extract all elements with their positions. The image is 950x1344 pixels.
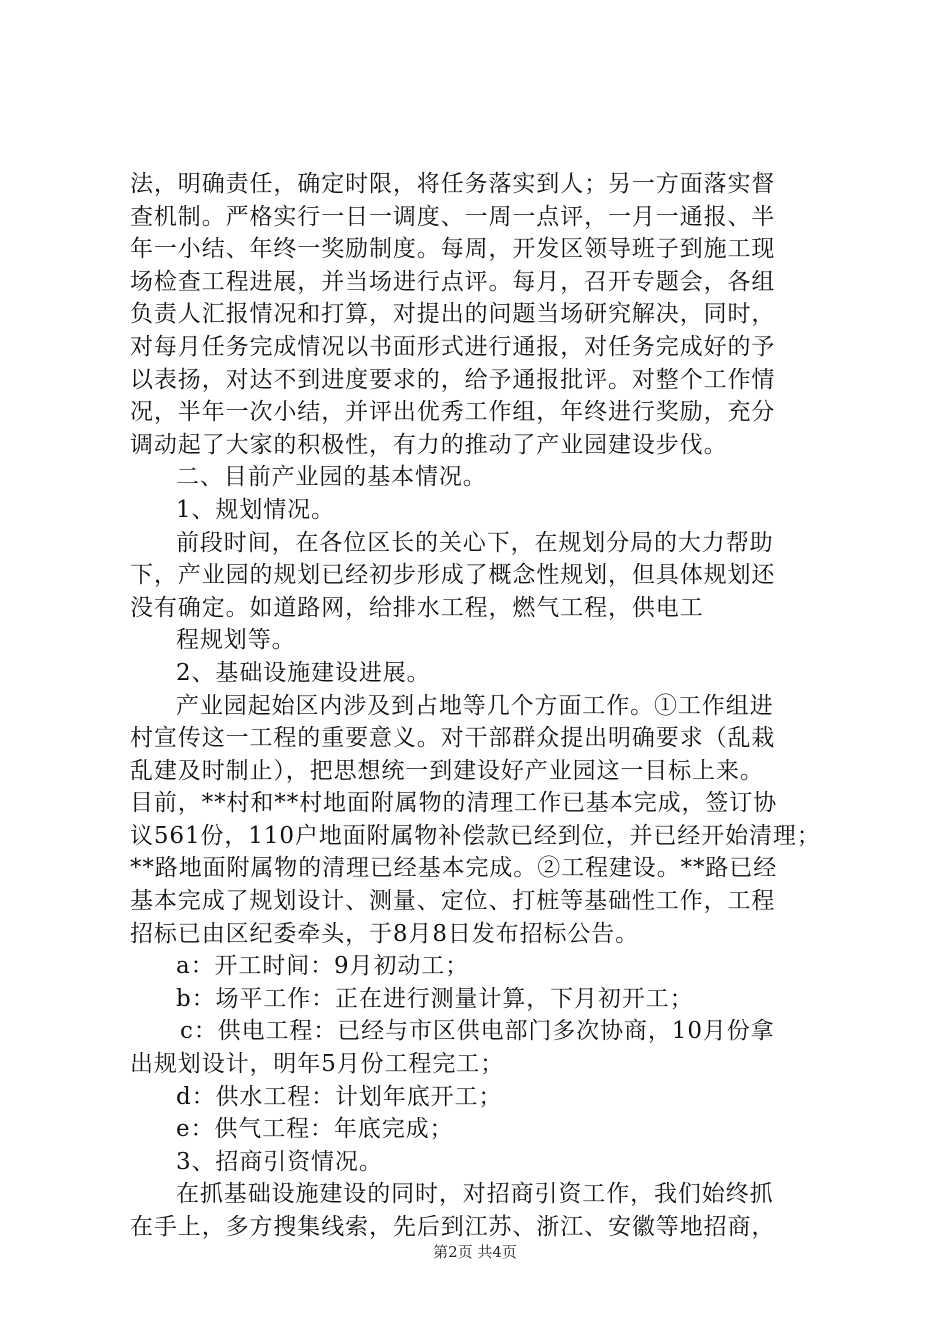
subsection-heading: 2、基础设施建设进展。 [176, 659, 431, 686]
subsection-heading: 1、规划情况。 [176, 496, 335, 523]
text-line: 对每月任务完成情况以书面形式进行通报，对任务完成好的予 [130, 333, 776, 360]
text-line: 议561份，110户地面附属物补偿款已经到位，并已经开始清理； [130, 822, 821, 849]
text-line: 下，产业园的规划已经初步形成了概念性规划，但具体规划还 [130, 562, 776, 589]
text-line: 以表扬，对达不到进度要求的，给予通报批评。对整个工作情 [130, 366, 776, 393]
text-line: 在手上，多方搜集线索，先后到江苏、浙江、安徽等地招商， [130, 1214, 776, 1240]
text-line: 招标已由区纪委牵头，于8月8日发布招标公告。 [130, 920, 640, 947]
text-line: 程规划等。 [176, 627, 296, 654]
text-line: 况，半年一次小结，并评出优秀工作组，年终进行奖励，充分 [130, 399, 776, 426]
list-item: d：供水工程：计划年底开工； [176, 1083, 503, 1110]
text-line: 产业园起始区内涉及到占地等几个方面工作。①工作组进 [176, 692, 774, 719]
text-line: 年一小结、年终一奖励制度。每周，开发区领导班子到施工现 [130, 236, 776, 263]
page-number: 第2页 共4页 [433, 1243, 517, 1261]
text-line: 村宣传这一工程的重要意义。对干部群众提出明确要求（乱栽 [130, 725, 776, 752]
section-heading: 二、目前产业园的基本情况。 [176, 464, 487, 491]
text-line: 场检查工程进展，并当场进行点评。每月，召开专题会，各组 [130, 268, 776, 295]
text-line: 法，明确责任，确定时限，将任务落实到人；另一方面落实督 [130, 171, 776, 197]
text-line: 目前，**村和**村地面附属物的清理工作已基本完成，签订协 [130, 790, 778, 817]
list-item: b：场平工作：正在进行测量计算，下月初开工； [176, 985, 694, 1012]
subsection-heading: 3、招商引资情况。 [176, 1148, 383, 1175]
text-line: 基本完成了规划设计、测量、定位、打桩等基础性工作，工程 [130, 888, 776, 915]
text-line: 查机制。严格实行一日一调度、一周一点评，一月一通报、半 [130, 203, 776, 230]
text-line: 在抓基础设施建设的同时，对招商引资工作，我们始终抓 [176, 1181, 774, 1208]
body-text [130, 168, 830, 1244]
text-line: 没有确定。如道路网，给排水工程，燃气工程，供电工 [130, 594, 704, 621]
list-item: c：供电工程：已经与市区供电部门多次协商，10月份拿 [180, 1018, 775, 1045]
text-line: 调动起了大家的积极性，有力的推动了产业园建设步伐。 [130, 431, 728, 458]
text-line: 乱建及时制止），把思想统一到建设好产业园这一目标上来。 [130, 757, 764, 784]
text-line: 负责人汇报情况和打算，对提出的问题当场研究解决，同时， [130, 301, 776, 328]
text-line: 前段时间，在各位区长的关心下，在规划分局的大力帮助 [176, 529, 774, 556]
list-item: a：开工时间：9月初动工； [176, 953, 470, 980]
text-line: **路地面附属物的清理已经基本完成。②工程建设。**路已经 [130, 855, 778, 882]
text-line: 出规划设计，明年5月份工程完工； [130, 1051, 505, 1078]
list-item: e：供气工程：年底完成； [176, 1116, 454, 1143]
